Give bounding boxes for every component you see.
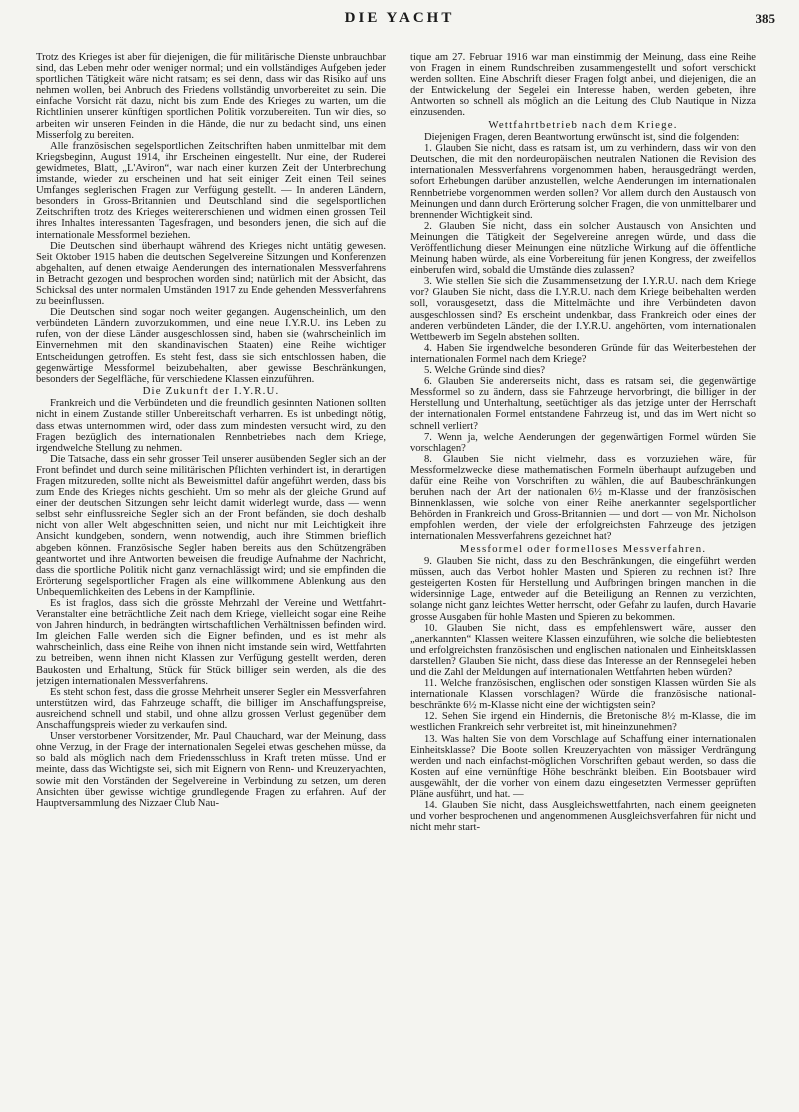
right-column <box>410 52 756 1108</box>
page-header <box>0 10 799 32</box>
paragraph: 14. Glauben Sie nicht, dass Ausgleichswettfahrten, nach einem geeigneten und vorher besprochenen und angenommenen Ausgleichsverfahren für nicht und nicht mehr start- <box>410 800 756 834</box>
paragraph: Trotz des Krieges ist aber für diejenigen, die für militärische Dienste unbrauchbar sind, das Leben mehr oder weniger normal; und ein vollständiges Aufgeben jeder sportlichen Tätigkeit wäre nicht ratsam; es sei denn, dass wir das Risiko auf uns nehmen wollen, bei Anbruch des Friedens vollständig unvorbereitet zu sein. Die einfache Vorsicht rät dazu, nicht bis zum Ende des Krieges zu warten, um die Richtlinien unserer künftigen sportlichen Politik vorzubereiten. Tun wir dies, so arbeiten wir unseren Feinden in die Hände, die nur zu bedacht sind, uns einen Misserfolg zu bereiten. <box>36 52 386 141</box>
paragraph: 2. Glauben Sie nicht, dass ein solcher Austausch von Ansichten und Meinungen die Tätigkeit der Segelvereine anregen würde, und dass die Veröffentlichung dieser Meinungen eine nützliche Wirkung auf die öffentliche Meinung haben würde, als eine Vorbereitung für jenen Kongress, der zweifellos einberufen wird, sobald die Umstände dies zulassen? <box>410 220 756 277</box>
paragraph: Die Deutschen sind sogar noch weiter gegangen. Augenscheinlich, um den verbündeten Ländern zuvorzukommen, und eine neue I.Y.R.U. ins Leben zu rufen, von der diese Länder ausgeschlossen sind, haben sie (wahrscheinlich im Einvernehmen mit den skandinavischen Staaten) eine Reihe wichtiger Entscheidungen getroffen. Es steht fest, dass sie sich entschlossen haben, die gegenwärtige Messformel beizubehalten, aber gewisse Beschränkungen, besonders der Segelfläche, für verschiedene Klassen einzuführen. <box>36 307 386 385</box>
paragraph: Es steht schon fest, dass die grosse Mehrheit unserer Segler ein Messverfahren unterstützen wird, das Fahrzeuge schafft, die billiger im Anschaffungspreise, ausreichend schnell und stabil, und ohne allzu grossen Verlust gegenüber dem Anschaffungspreis wieder zu verkaufen sind. <box>36 686 386 732</box>
paragraph: Frankreich und die Verbündeten und die freundlich gesinnten Nationen sollten nicht in einem Zustande stiller Unbereitschaft verharren. Es ist unbedingt nötig, dass etwas unternommen wird, oder dass zum mindesten versucht wird, zu den Fragen bezüglich des internationalen Rennbetriebes nach dem Kriege, irgendwelche Stellung zu nehmen. <box>36 398 386 454</box>
page-number: 385 <box>755 11 775 26</box>
paragraph: 1. Glauben Sie nicht, dass es ratsam ist, um zu verhindern, dass wir von den Deutschen, die mit den nordeuropäischen neutralen Nationen die Revision des internationalen Messverfahrens vorgenommen haben, herausgedrängt werden, sofort Erhebungen darüber anzustellen, welche Aenderungen im internationalen Rennbetriebe vorgenommen werden sollen? Vor allem durch den Austausch von Meinungen und dann durch Erörterung solcher Fragen, die von unmittelbarer und brennender Wichtigkeit sind. <box>410 143 756 221</box>
section-heading: Die Zukunft der I.Y.R.U. <box>142 384 280 397</box>
paragraph: 9. Glauben Sie nicht, dass zu den Beschränkungen, die eingeführt werden müssen, auch das Verbot hohler Masten und Spieren zu rechnen ist? Ihre gesteigerten Kosten für Herstellung und Aufbringen bringen manchen in die widersinnige Lage, entweder auf die Beteiligung an Rennen zu verzichten, solange nicht ganz leichtes Wetter herrscht, oder Gefahr zu laufen, durch Havarie grosse Ausgaben für hohle Masten und Spieren zu bekommen. <box>410 556 756 623</box>
paragraph: 5. Welche Gründe sind dies? <box>424 365 546 377</box>
paragraph: Diejenigen Fragen, deren Beantwortung erwünscht ist, sind die folgenden: <box>424 132 740 144</box>
journal-title: DIE YACHT <box>344 10 455 26</box>
paragraph: Unser verstorbener Vorsitzender, Mr. Paul Chauchard, war der Meinung, dass ohne Verzug, in der Frage der internationalen Segelei etwas geschehen müsse, da so bald als möglich nach dem Friedensschluss in Kraft treten müsse. Und er meinte, dass das Wichtigste sei, sich mit Eignern von Renn- und Kreuzeryachten, sowie mit den Vorständen der Segelvereine in Verbindung zu setzen, um deren Ansichten über gewisse wichtige grundlegende Fragen zu erfahren. Auf der Hauptversammlung des Nizzaer Club Nau- <box>36 731 386 809</box>
paragraph: 6. Glauben Sie andererseits nicht, dass es ratsam sei, die gegenwärtige Messformel so zu ändern, dass sie Fahrzeuge hervorbringt, die billiger in der Herstellung und Unterhaltung, seetüchtiger als das jetzige unter der Herrschaft der internationalen Formel entstandene Fahrzeug ist, und das im Wert nicht so schnell verliert? <box>410 376 756 432</box>
paragraph: 10. Glauben Sie nicht, dass es empfehlenswert wäre, ausser den „anerkannten“ Klassen weitere Klassen einzuführen, wie solche die beliebtesten und erfolgreichsten französischen und englischen nationalen und Einheitsklassen darstellen? Glauben Sie nicht, dass diese das Interesse an der Rennsegelei heben und die Zahl der Meldungen auf internationalen Wettfahrten heben würden? <box>410 622 756 678</box>
paragraph: 4. Haben Sie irgendwelche besonderen Gründe für das Weiterbestehen der internationalen Formel nach dem Kriege? <box>410 342 756 365</box>
paragraph: 11. Welche französischen, englischen oder sonstigen Klassen würden Sie als internationale Klassen vorschlagen? Würde die französische national-beschränkte 6½ m-Klasse nicht eine der wichtigsten sein? <box>410 678 756 712</box>
paragraph: Es ist fraglos, dass sich die grösste Mehrzahl der Vereine und Wettfahrt-Veranstalter eine beträchtliche Zeit nach dem Kriege, vielleicht sogar eine Reihe von Jahren hindurch, in bedrängten wirtschaftlichen Verhältnissen befinden wird. Im gleichen Falle werden sich die Eigner befinden, und es ist mehr als wahrscheinlich, dass eine Reihe von ihnen nicht imstande sein wird, Wettfahrten zu betreiben, wenn ihnen nicht Klassen zur Verfügung gestellt werden, deren Baukosten und Erhaltung, Stück für Stück billiger sein werden, als die des jetzigen internationalen Messverfahrens. <box>36 598 386 687</box>
paragraph: tique am 27. Februar 1916 war man einstimmig der Meinung, dass eine Reihe von Fragen in einem Rundschreiben zusammengestellt und sofort verschickt werden sollten. Eine Abschrift dieser Fragen folgt anbei, und diejenigen, die an der Entwickelung der Segelei ein Interesse haben, werden gebeten, ihre Antworten so schnell als möglich an die Leitung des Club Nautique in Nizza einzusenden. <box>410 52 756 119</box>
paragraph: 12. Sehen Sie irgend ein Hindernis, die Bretonische 8½ m-Klasse, die im westlichen Frankreich sehr verbreitet ist, mit hineinzunehmen? <box>410 711 756 734</box>
paragraph: Alle französischen segelsportlichen Zeitschriften haben unmittelbar mit dem Kriegsbeginn, August 1914, ihr Erscheinen eingestellt. Nur eine, der Ruderei gewidmetes, Blatt, „L'Aviron“, war nach einer kurzen Zeit der Unterbrechung imstande, wieder zu erscheinen und hat seit einiger Zeit einen Teil seines Umfanges seglerischen Fragen zur Verfügung gestellt. — In anderen Ländern, besonders in Gross-Britannien und Deutschland sind die segelsportlichen Zeitschriften trotz des Krieges weitererschienen und widmen einen grossen Teil ihres Inhaltes interessanten Tagesfragen, und besonders jenen, die sich auf die internationale Messformel beziehen. <box>36 140 386 241</box>
paragraph: Die Deutschen sind überhaupt während des Krieges nicht untätig gewesen. Seit Oktober 1915 haben die deutschen Segelvereine Sitzungen und Konferenzen abgehalten, auf denen etwaige Aenderungen des internationalen Messverfahrens in Betracht gezogen und besprochen worden sind; natürlich mit der Absicht, das Schicksal des unter normalen Umständen 1917 zu Ende gehenden Messverfahrens zu beeinflussen. <box>36 240 386 308</box>
paragraph: 7. Wenn ja, welche Aenderungen der gegenwärtigen Formel würden Sie vorschlagen? <box>410 431 756 454</box>
paragraph: 3. Wie stellen Sie sich die Zusammensetzung der I.Y.R.U. nach dem Kriege vor? Glauben Sie nicht, dass die I.Y.R.U. nach dem Kriege beibehalten werden soll, vorausgesetzt, dass die Mittelmächte und ihre Verbündeten davon ausgeschlossen sind? Es erscheint undenkbar, dass Frankreich oder eines der anderen verbündeten Länder, die der I.Y.R.U. angehörten, vom internationalen Wettbewerb im Segeln abstehen sollten. <box>410 276 756 343</box>
paragraph: Die Tatsache, dass ein sehr grosser Teil unserer ausübenden Segler sich an der Front befindet und durch seine militärischen Pflichten verhindert ist, in derartigen Fragen mitzureden, sollte nicht als Beweismittel dafür angeführt werden, dass bis zum Ende des Krieges nichts geschieht. Um so mehr als der gleiche Grund auf einer der deutschen Sitzungen sehr leicht damit widerlegt wurde, dass — wenn selbst sehr einflussreiche Segler sich an der Front befänden, sie doch deshalb nicht von aller Welt abgeschnitten seien, und nicht nur mit Leichtigkeit ihre Ansicht kundgeben, sondern, wenn notwendig, auch ihre Stimmen brieflich abgeben können. Französische Segler haben bereits aus den Schützengräben geantwortet und ihre Antworten beweisen die freudige Aufnahme der Nachricht, dass die sportliche Politik nicht ganz vernachlässigt wird; und sie empfinden die Erörterung segelsportlicher Fragen als eine willkommene Ablenkung aus den Unbequemlichkeiten des Lebens in der Kampflinie. <box>36 453 386 598</box>
left-column <box>36 52 386 1108</box>
paragraph: 13. Was halten Sie von dem Vorschlage auf Schaffung einer internationalen Einheitsklasse? Die Boote sollen Kreuzeryachten von mässiger Verdrängung werden und nach einfachst-möglichen Vorschriften gebaut werden, so dass die Kosten auf eine vernünftige Höhe beschränkt bleiben. Ein Bootsbauer wird ausgewählt, der die vorher von einem dazu eingesetzten Vermesser geprüften Pläne ausführt, und hat. — <box>410 733 756 800</box>
paragraph: 8. Glauben Sie nicht vielmehr, dass es vorzuziehen wäre, für Messformelzwecke diese mathematischen Formeln überhaupt aufzugeben und dafür eine Reihe von Vorschriften zu wählen, die auf Baubeschränkungen beruhen nach der Art der nationalen 6½ m-Klasse und der französischen Binnenklassen, wie solche von einer Reihe anerkannter segelsportlicher Behörden in Frankreich und Gross-Britannien — und dort — von Mr. Nicholson empfohlen werden, der viele der erfolgreichsten Fahrzeuge des jetzigen internationalen Messverfahrens gezeichnet hat? <box>410 453 756 543</box>
section-heading: Wettfahrtbetrieb nach dem Kriege. <box>488 118 678 131</box>
section-heading: Messformel oder formelloses Messverfahren. <box>459 542 707 555</box>
